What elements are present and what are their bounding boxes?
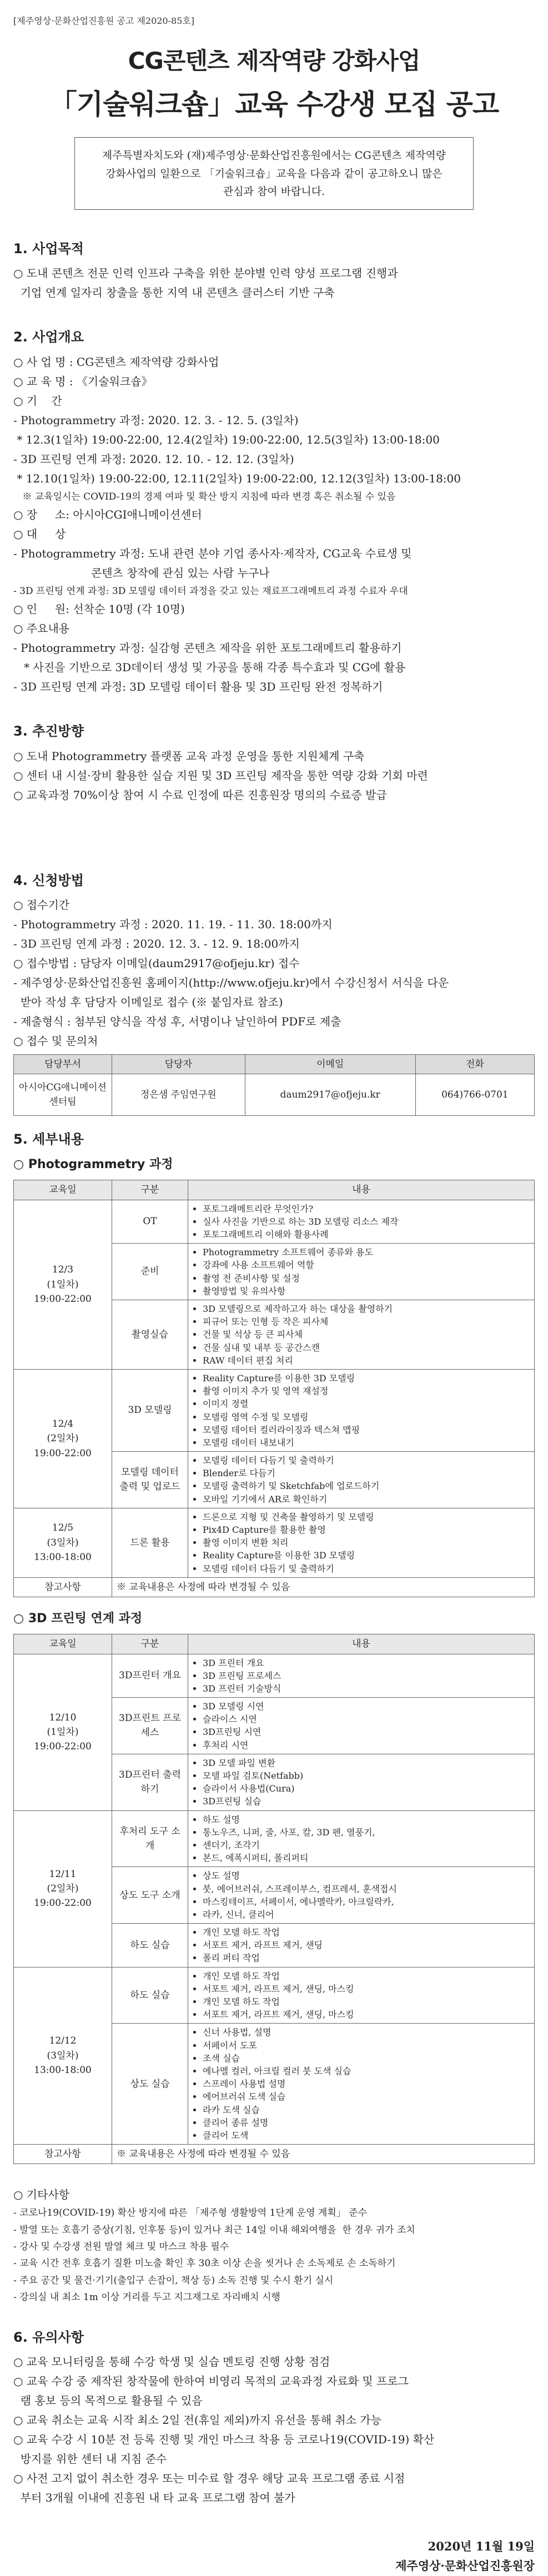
section-details xyxy=(13,1129,535,2305)
list-item: • 개인 모델 하도 작업 xyxy=(203,1926,530,1939)
sub-title-photogrammetry: ○ Photogrammetry 과정 xyxy=(13,1158,173,1172)
text-line: ※ 교육일시는 COVID-19의 경제 여파 및 확산 방지 지침에 따라 변경 혹은 취소될 수 있음 xyxy=(13,491,396,502)
schedule-header-row xyxy=(14,1634,535,1654)
issue-date: 2020년 11월 19일 xyxy=(428,2539,535,2553)
list-item: • 서페이서 도포 xyxy=(203,2039,530,2052)
list-item: • 3D 프린터 기술방식 xyxy=(203,1682,530,1695)
table-row xyxy=(14,1369,535,1451)
list-item: • 센더기, 조각기 xyxy=(203,1839,530,1852)
list-item: • 모델링 데이터 다듬기 및 출력하기 xyxy=(203,1454,530,1467)
list-item: • 모델링 데이터 내보내기 xyxy=(203,1436,530,1449)
schedule-date-cell xyxy=(14,1967,112,2144)
list-item: • 3D프린팅 시연 xyxy=(203,1725,530,1738)
contact-department: 아시아CG애니메이션센터팀 xyxy=(14,1074,112,1116)
schedule-items-cell xyxy=(188,1754,535,1810)
text-line: ○ 교육 수강 시 10분 전 등록 진행 및 개인 마스크 착용 등 코로나19(COVID-19) 확산 xyxy=(13,2432,435,2446)
schedule-items-cell xyxy=(188,1810,535,1867)
list-item: • 3D프린팅 실습 xyxy=(203,1795,530,1808)
text-line: * 12.10(1일차) 19:00-22:00, 12.11(2일차) 19:00-22:00, 12.12(3일차) 13:00-18:00 xyxy=(13,471,461,485)
schedule-note-label: 참고사항 xyxy=(14,1577,112,1597)
text-line: ○ 접수기간 xyxy=(13,898,70,912)
text-line: ○ 교육 모니터링을 통해 수강 학생 및 실습 멘토링 진행 상황 점검 xyxy=(13,2354,330,2368)
text-line: - Photogrammetry 과정: 2020. 12. 3. - 12. 5. (3일차) xyxy=(13,413,299,427)
schedule-date-line: 13:00-18:00 xyxy=(34,1551,92,1563)
schedule-note-label: 참고사항 xyxy=(14,2145,112,2164)
text-line: ○ 기 간 xyxy=(13,394,62,407)
schedule-date-line: 19:00-22:00 xyxy=(34,1741,92,1753)
schedule-note-row xyxy=(14,2145,535,2164)
section-title: 5. 세부내용 xyxy=(13,1131,84,1148)
section-title: 2. 사업개요 xyxy=(13,329,84,345)
sub-title-3d-printing: ○ 3D 프린팅 연계 과정 xyxy=(13,1612,143,1626)
text-line: ○ 기타사항 xyxy=(13,2188,70,2202)
contact-header-row xyxy=(14,1054,535,1074)
schedule-items-cell xyxy=(188,1867,535,1924)
schedule-items-cell xyxy=(188,1698,535,1754)
text-line: - 제주영상·문화산업진흥원 홈페이지(http://www.ofjeju.kr)에서 수강신청서 서식을 다운 xyxy=(13,975,449,989)
text-line: ○ 교육 취소는 교육 시작 최소 2일 전(휴일 제외)까지 유선을 통해 취소 가능 xyxy=(13,2413,382,2427)
text-line: ○ 장 소: 아시아CGI애니메이션센터 xyxy=(13,508,202,521)
schedule-category-cell: 3D프린트 프로세스 xyxy=(112,1698,188,1754)
schedule-header-cell: 구분 xyxy=(112,1180,188,1200)
text-line: - 코로나19(COVID-19) 확산 방지에 따른 「제주형 생활방역 1단계 운영 계획」 준수 xyxy=(13,2207,368,2219)
schedule-date-line: 12/4 xyxy=(52,1418,74,1430)
schedule-date-cell xyxy=(14,1654,112,1810)
schedule-item-list xyxy=(193,1813,530,1865)
table-row xyxy=(14,1654,535,1698)
title-line-1: CG콘텐츠 제작역량 강화사업 xyxy=(128,47,420,74)
schedule-category-cell: 촬영실습 xyxy=(112,1300,188,1370)
list-item: • 촬영 이미지 변환 처리 xyxy=(203,1536,530,1549)
list-item: • 개인 모델 하도 작업 xyxy=(203,1970,530,1983)
text-line: ○ 교 육 명 : 《기술워크숍》 xyxy=(13,374,153,388)
photogrammetry-schedule-table xyxy=(13,1180,535,1597)
contact-phone: 064)766-0701 xyxy=(415,1074,534,1116)
text-line: - 3D 프린팅 연계 과정: 3D 모델링 데이터 과정을 갖고 있는 재료프그래메트리 과정 수료자 우대 xyxy=(13,586,408,597)
list-item: • Blender로 다듬기 xyxy=(203,1467,530,1480)
list-item: • 서포트 제거, 라프트 제거, 샌딩, 마스킹 xyxy=(203,2008,530,2021)
schedule-item-list xyxy=(193,1372,530,1449)
schedule-category-cell: OT xyxy=(112,1200,188,1244)
table-row xyxy=(14,1200,535,1244)
text-line: - 교육 시간 전후 호흡기 질환 미노출 확인 후 30초 이상 손을 씻거나 손 소독제로 손 소독하기 xyxy=(13,2258,396,2270)
schedule-items-cell xyxy=(188,1924,535,1968)
text-line: - Photogrammetry 과정: 실감형 콘텐츠 제작을 위한 포토그래메트리 활용하기 xyxy=(13,641,402,655)
schedule-note-row xyxy=(14,1577,535,1597)
section-overview xyxy=(13,327,535,696)
printing-schedule-table xyxy=(13,1634,535,2164)
text-line: 기업 연계 일자리 창출을 통한 지역 내 콘텐츠 클러스터 기반 구축 xyxy=(13,286,335,300)
list-item: • 조색 실습 xyxy=(203,2052,530,2065)
schedule-header-cell: 내용 xyxy=(188,1180,535,1200)
text-line: ○ 인 원: 선착순 10명 (각 10명) xyxy=(13,602,185,616)
schedule-header-cell: 교육일 xyxy=(14,1180,112,1200)
list-item: • Photogrammetry 소프트웨어 종류와 용도 xyxy=(203,1246,530,1259)
schedule-items-cell xyxy=(188,1300,535,1370)
text-line: ○ 접수방법 : 담당자 이메일(daum2917@ofjeju.kr) 접수 xyxy=(13,956,300,970)
schedule-items-cell xyxy=(188,1654,535,1698)
list-item: • 건물 및 석상 등 큰 피사체 xyxy=(203,1328,530,1341)
schedule-note-text: ※ 교육내용은 사정에 따라 변경될 수 있음 xyxy=(112,2145,535,2164)
list-item: • 모델링 영역 수정 및 모델링 xyxy=(203,1411,530,1423)
schedule-header-cell: 교육일 xyxy=(14,1634,112,1654)
schedule-header-cell: 내용 xyxy=(188,1634,535,1654)
text-line: ○ 사 업 명 : CG콘텐츠 제작역량 강화사업 xyxy=(13,355,219,369)
list-item: • Reality Capture를 이용한 3D 모델링 xyxy=(203,1549,530,1562)
text-line: ○ 교육과정 70%이상 참여 시 수료 인정에 따른 진흥원장 명의의 수료증 발급 xyxy=(13,788,387,802)
list-item: • 3D 프린팅 프로세스 xyxy=(203,1669,530,1682)
schedule-items-cell xyxy=(188,1244,535,1300)
schedule-category-cell: 상도 실습 xyxy=(112,2024,188,2145)
schedule-date-line: 12/5 xyxy=(52,1522,74,1534)
schedule-header-cell: 구분 xyxy=(112,1634,188,1654)
list-item: • 마스킹테이프, 서페이서, 에나멜락카, 아크릴락카, xyxy=(203,1895,530,1908)
section-title: 4. 신청방법 xyxy=(13,872,84,888)
table-row xyxy=(14,1508,535,1577)
section-notes xyxy=(13,2327,535,2507)
list-item: • 포토그래메트리 이해와 활용사례 xyxy=(203,1228,530,1241)
text-line: - 강사 및 수강생 전원 발열 체크 및 마스크 착용 필수 xyxy=(13,2241,229,2253)
list-item: • 3D 프린터 개요 xyxy=(203,1657,530,1669)
section-direction xyxy=(13,721,535,803)
list-item: • 실사 사진을 기반으로 하는 3D 모델링 리소스 제작 xyxy=(203,1215,530,1228)
schedule-item-list xyxy=(193,1246,530,1297)
section-title: 3. 추진방향 xyxy=(13,723,84,739)
schedule-item-list xyxy=(193,1511,530,1575)
schedule-items-cell xyxy=(188,2024,535,2145)
schedule-date-cell xyxy=(14,1200,112,1369)
schedule-category-cell: 모델링 데이터 출력 및 업로드 xyxy=(112,1452,188,1508)
etc-block xyxy=(13,2186,535,2305)
schedule-date-cell xyxy=(14,1369,112,1508)
list-item: • 에어브러쉬 도색 실습 xyxy=(203,2090,530,2103)
title-line-2: 「기술워크숍」교육 수강생 모집 공고 xyxy=(49,88,499,120)
contact-email[interactable]: daum2917@ofjeju.kr xyxy=(245,1074,415,1116)
text-line: 받아 작성 후 담당자 이메일로 접수 (※ 붙임자료 참조) xyxy=(13,995,283,1009)
contact-header-cell: 전화 xyxy=(415,1054,534,1074)
schedule-date-line: (2일차) xyxy=(47,1883,79,1894)
schedule-category-cell: 3D 모델링 xyxy=(112,1369,188,1451)
schedule-item-list xyxy=(193,1454,530,1506)
schedule-item-list xyxy=(193,1869,530,1921)
text-line: ○ 주요내용 xyxy=(13,622,70,636)
text-line: - 발열 또는 호흡기 증상(기침, 인후통 등)이 있거나 최근 14일 이내 해외여행을 한 경우 귀가 조치 xyxy=(13,2224,415,2236)
contact-person: 정은샘 주임연구원 xyxy=(112,1074,245,1116)
schedule-date-line: (3일차) xyxy=(47,1537,79,1548)
list-item: • 3D 모델 파일 변환 xyxy=(203,1757,530,1769)
list-item: • 라카 도색 실습 xyxy=(203,2104,530,2116)
text-line: - 주요 공간 및 물건·기기(출입구 손잡이, 책상 등) 소독 진행 및 수시 환기 실시 xyxy=(13,2275,334,2286)
schedule-items-cell xyxy=(188,1508,535,1577)
list-item: • 폴리 퍼티 작업 xyxy=(203,1951,530,1964)
list-item: • 모델링 데이터 다듬기 및 출력하기 xyxy=(203,1562,530,1575)
list-item: • 모바일 기기에서 AR로 확인하기 xyxy=(203,1493,530,1506)
schedule-item-list xyxy=(193,1757,530,1808)
schedule-date-cell xyxy=(14,1508,112,1577)
list-item: • 드론으로 지형 및 건축물 촬영하기 및 모델링 xyxy=(203,1511,530,1523)
list-item: • 본드, 에폭시퍼티, 폴리퍼티 xyxy=(203,1852,530,1864)
schedule-header-row xyxy=(14,1180,535,1200)
schedule-date-line: 19:00-22:00 xyxy=(34,1293,92,1305)
schedule-date-line: 12/10 xyxy=(49,1712,77,1723)
schedule-date-line: (3일차) xyxy=(47,2050,79,2061)
list-item: • 포토그래메트리란 무엇인가? xyxy=(203,1203,530,1215)
list-item: • 건물 실내 및 내부 등 공간스캔 xyxy=(203,1341,530,1354)
schedule-date-line: (2일차) xyxy=(47,1433,79,1445)
intro-line: 강화사업의 일환으로 「기술워크숍」교육을 다음과 같이 공고하오니 많은 xyxy=(105,167,443,180)
list-item: • 클리어 도색 xyxy=(203,2129,530,2142)
schedule-note-text: ※ 교육내용은 사정에 따라 변경될 수 있음 xyxy=(112,1577,535,1597)
schedule-category-cell: 준비 xyxy=(112,1244,188,1300)
section-title: 1. 사업목적 xyxy=(13,241,84,257)
schedule-item-list xyxy=(193,1657,530,1695)
list-item: • 슬라이서 사용법(Cura) xyxy=(203,1782,530,1795)
intro-line: 관심과 참여 바랍니다. xyxy=(223,185,325,198)
text-line: ○ 대 상 xyxy=(13,527,66,541)
text-line: ○ 접수 및 문의처 xyxy=(13,1034,98,1048)
list-item: • Reality Capture를 이용한 3D 모델링 xyxy=(203,1372,530,1385)
list-item: • 3D 모델링 시연 xyxy=(203,1700,530,1713)
list-item: • 촬영 전 준비사항 및 설정 xyxy=(203,1272,530,1285)
schedule-date-line: 12/12 xyxy=(49,2035,77,2047)
schedule-category-cell: 하도 실습 xyxy=(112,1924,188,1968)
contact-header-cell: 담당자 xyxy=(112,1054,245,1074)
text-line: 부터 3개월 이내에 진흥원 내 타 교육 프로그램 참여 불가 xyxy=(13,2491,295,2504)
schedule-category-cell: 상도 도구 소개 xyxy=(112,1867,188,1924)
contact-header-cell: 이메일 xyxy=(245,1054,415,1074)
text-line: 콘텐츠 창작에 관심 있는 사람 누구나 xyxy=(13,566,270,580)
text-line: ○ 도내 콘텐츠 전문 인력 인프라 구축을 위한 분야별 인력 양성 프로그램 진행과 xyxy=(13,266,398,280)
text-line: ○ 사전 고지 없이 취소한 경우 또는 미수료 할 경우 해당 교육 프로그램 종료 시점 xyxy=(13,2471,405,2485)
contact-row xyxy=(14,1074,535,1116)
list-item: • 촬영 이미지 추가 및 영역 재설정 xyxy=(203,1385,530,1397)
list-item: • 후처리 시연 xyxy=(203,1739,530,1752)
text-line: - 3D 프린팅 연계 과정: 3D 모델링 데이터 활용 및 3D 프린팅 완전 정복하기 xyxy=(13,680,383,694)
contact-table xyxy=(13,1054,535,1116)
list-item: • 붓, 에어브러쉬, 스프레이부스, 컴프레셔, 훈색접시 xyxy=(203,1883,530,1895)
list-item: • 슬라이스 시연 xyxy=(203,1713,530,1725)
schedule-date-line: 19:00-22:00 xyxy=(34,1447,92,1459)
text-line: ○ 도내 Photogrammetry 플랫폼 교육 과정 운영을 통한 지원체계 구축 xyxy=(13,749,365,763)
text-line: ○ 센터 내 시설·장비 활용한 실습 지원 및 3D 프린팅 제작을 통한 역량 강화 기회 마련 xyxy=(13,768,428,782)
footer xyxy=(13,2537,535,2576)
list-item: • 이미지 정렬 xyxy=(203,1397,530,1410)
schedule-items-cell xyxy=(188,1452,535,1508)
contact-header-cell: 담당부서 xyxy=(14,1054,112,1074)
document-code: [제주영상·문화산업진흥원 공고 제2020-85호] xyxy=(13,16,195,26)
schedule-category-cell: 하도 실습 xyxy=(112,1967,188,2024)
schedule-date-cell xyxy=(14,1810,112,1967)
schedule-item-list xyxy=(193,1302,530,1367)
text-line: * 12.3(1일차) 19:00-22:00, 12.4(2일차) 19:00-22:00, 12.5(3일차) 13:00-18:00 xyxy=(13,432,440,446)
list-item: • 에나멜 컬러, 아크릴 컬러 붓 도색 실습 xyxy=(203,2065,530,2077)
text-line: - 강의실 내 최소 1m 이상 거리를 두고 지그재그로 자리배치 시행 xyxy=(13,2292,280,2303)
schedule-date-line: (1일차) xyxy=(47,1279,79,1290)
table-row xyxy=(14,1967,535,2024)
schedule-item-list xyxy=(193,1700,530,1752)
schedule-item-list xyxy=(193,1970,530,2021)
list-item: • 라카, 신너, 클리어 xyxy=(203,1908,530,1921)
issuer-name: 제주영상·문화산업진흥원장 xyxy=(395,2559,535,2573)
schedule-date-line: 13:00-18:00 xyxy=(34,2065,92,2076)
intro-line: 제주특별자치도와 (재)제주영상·문화산업진흥원에서는 CG콘텐츠 제작역량 xyxy=(102,149,446,162)
list-item: • 모델링 데이터 컬러라이징과 텍스쳐 맵핑 xyxy=(203,1423,530,1436)
list-item: • 강좌에 사용 소프트웨어 역할 xyxy=(203,1259,530,1271)
list-item: • 통노우즈, 니퍼, 줄, 사포, 칼, 3D 펜, 열풍기, xyxy=(203,1826,530,1839)
table-row xyxy=(14,1810,535,1867)
schedule-date-line: 12/11 xyxy=(49,1868,77,1880)
list-item: • 촬영방법 및 유의사항 xyxy=(203,1285,530,1297)
text-line: - 3D 프린팅 연계 과정: 2020. 12. 10. - 12. 12. (3일차) xyxy=(13,452,294,466)
schedule-item-list xyxy=(193,2026,530,2142)
list-item: • 3D 모델링으로 제작하고자 하는 대상을 촬영하기 xyxy=(203,1302,530,1315)
list-item: • 하도 설명 xyxy=(203,1813,530,1826)
schedule-item-list xyxy=(193,1926,530,1965)
schedule-item-list xyxy=(193,1203,530,1241)
schedule-category-cell: 3D프린터 출력하기 xyxy=(112,1754,188,1810)
schedule-items-cell xyxy=(188,1200,535,1244)
text-line: - 3D 프린팅 연계 과정 : 2020. 12. 3. - 12. 9. 18:00까지 xyxy=(13,937,300,950)
list-item: • 피규어 또는 인형 등 작은 피사체 xyxy=(203,1315,530,1328)
section-purpose xyxy=(13,239,535,301)
schedule-category-cell: 드론 활용 xyxy=(112,1508,188,1577)
schedule-date-line: (1일차) xyxy=(47,1726,79,1738)
list-item: • 상도 설명 xyxy=(203,1869,530,1882)
section-application xyxy=(13,871,535,1116)
list-item: • 모델 파일 검토(Netfabb) xyxy=(203,1769,530,1782)
list-item: • 클리어 종류 설명 xyxy=(203,2116,530,2129)
list-item: • 서포트 제거, 라프트 제거, 샌딩 xyxy=(203,1939,530,1951)
list-item: • 서포트 제거, 라프트 제거, 샌딩, 마스킹 xyxy=(203,1983,530,1995)
list-item: • Pix4D Capture를 활용한 촬영 xyxy=(203,1523,530,1536)
list-item: • 신너 사용법, 설명 xyxy=(203,2026,530,2039)
text-line: 방지를 위한 센터 내 지침 준수 xyxy=(13,2452,167,2466)
schedule-category-cell: 후처리 도구 소개 xyxy=(112,1810,188,1867)
schedule-category-cell: 3D프린터 개요 xyxy=(112,1654,188,1698)
schedule-items-cell xyxy=(188,1967,535,2024)
text-line: - Photogrammetry 과정 : 2020. 11. 19. - 11. 30. 18:00까지 xyxy=(13,917,333,931)
list-item: • 스프레이 사용법 설명 xyxy=(203,2077,530,2090)
schedule-date-line: 19:00-22:00 xyxy=(34,1898,92,1909)
intro-box xyxy=(74,137,474,210)
text-line: ○ 교육 수강 중 제작된 창작물에 한하여 비영리 목적의 교육과정 자료화 및 프로그 xyxy=(13,2374,409,2388)
list-item: • 개인 모델 하도 작업 xyxy=(203,1995,530,2008)
list-item: • 모델링 출력하기 및 Sketchfab에 업로드하기 xyxy=(203,1480,530,1492)
list-item: • RAW 데이터 편집 처리 xyxy=(203,1354,530,1367)
schedule-items-cell xyxy=(188,1369,535,1451)
text-line: 램 홍보 등의 목적으로 활용될 수 있음 xyxy=(13,2393,203,2407)
text-line: - 제출형식 : 첨부된 양식을 작성 후, 서명이나 날인하여 PDF로 제출 xyxy=(13,1014,341,1028)
text-line: - Photogrammetry 과정: 도내 관련 분야 기업 종사자·제작자, CG교육 수료생 및 xyxy=(13,547,412,560)
text-line: * 사진을 기반으로 3D데이터 생성 및 가공을 통해 각종 특수효과 및 CG에 활용 xyxy=(13,661,406,675)
section-title: 6. 유의사항 xyxy=(13,2329,84,2345)
schedule-date-line: 12/3 xyxy=(52,1264,74,1276)
